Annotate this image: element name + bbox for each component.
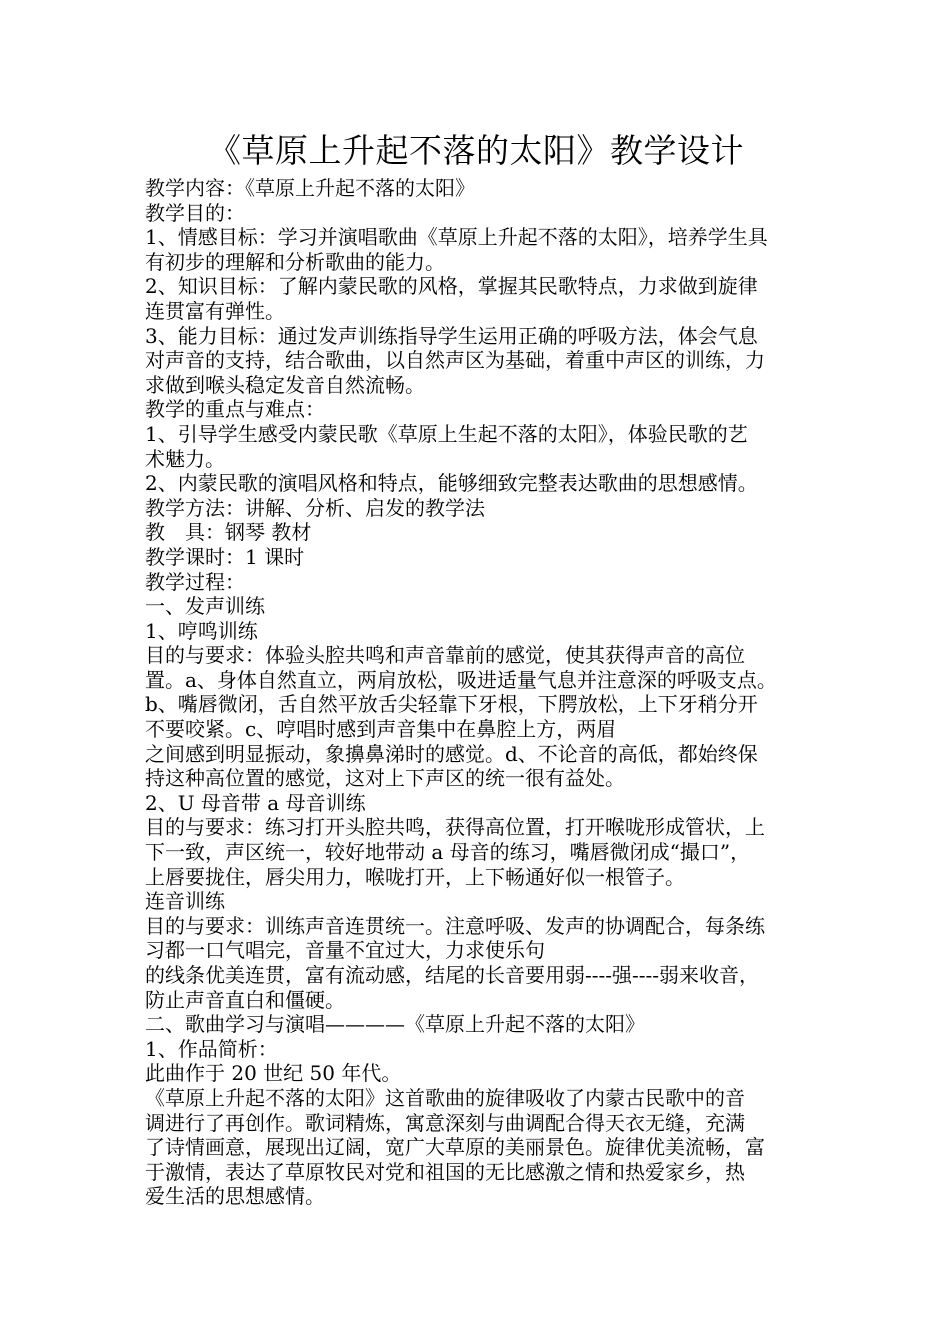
text-line: 1、哼鸣训练 — [145, 618, 258, 643]
text-line: 有初步的理解和分析歌曲的能力。 — [145, 249, 445, 274]
text-line: 2、知识目标：了解内蒙民歌的风格，掌握其民歌特点，力求做到旋律 — [145, 274, 758, 299]
text-line: 教学内容：《草原上升起不落的太阳》 — [145, 176, 475, 200]
text-line: 下一致，声区统一，较好地带动 a 母音的练习，嘴唇微闭成“撮口”， — [145, 840, 751, 865]
text-line: 二、歌曲学习与演唱————《草原上升起不落的太阳》 — [145, 1012, 645, 1037]
text-line: 置。a、身体自然直立，两肩放松，吸进适量气息并注意深的呼吸支点。 — [145, 667, 777, 692]
text-line: 3、能力目标：通过发声训练指导学生运用正确的呼吸方法，体会气息 — [145, 323, 758, 348]
text-line: 连音训练 — [145, 889, 225, 914]
text-line: 1、引导学生感受内蒙民歌《草原上生起不落的太阳》，体验民歌的艺 — [145, 421, 748, 446]
text-line: 教 具：钢琴 教材 — [145, 520, 312, 545]
text-line: 此曲作于 20 世纪 50 年代。 — [145, 1061, 402, 1086]
text-line: 于激情，表达了草原牧民对党和祖国的无比感激之情和热爱家乡，热 — [145, 1159, 745, 1184]
text-line: 求做到喉头稳定发音自然流畅。 — [145, 372, 425, 397]
text-line: 2、U 母音带 a 母音训练 — [145, 790, 366, 815]
text-line: 1、作品简析： — [145, 1036, 278, 1061]
text-line: 2、内蒙民歌的演唱风格和特点，能够细致完整表达歌曲的思想感情。 — [145, 471, 758, 496]
text-line: 术魅力。 — [145, 446, 225, 471]
text-line: 对声音的支持，结合歌曲，以自然声区为基础，着重中声区的训练，力 — [145, 348, 765, 373]
text-line: 持这种高位置的感觉，这对上下声区的统一很有益处。 — [145, 766, 625, 791]
text-line: 连贯富有弹性。 — [145, 298, 285, 323]
text-line: 习都一口气唱完，音量不宜过大，力求使乐句 — [145, 938, 545, 963]
document-title: 《草原上升起不落的太阳》教学设计 — [208, 131, 744, 170]
text-line: 1、情感目标：学习并演唱歌曲《草原上升起不落的太阳》，培养学生具 — [145, 225, 768, 250]
text-line: 教学的重点与难点： — [145, 397, 325, 422]
text-line: 之间感到明显振动，象擤鼻涕时的感觉。d、不论音的高低，都始终保 — [145, 741, 758, 766]
text-line: 防止声音直白和僵硬。 — [145, 987, 345, 1012]
text-line: 目的与要求：体验头腔共鸣和声音靠前的感觉，使其获得声音的高位 — [145, 643, 745, 668]
text-line: 教学目的： — [145, 200, 245, 225]
text-line: 爱生活的思想感情。 — [145, 1184, 325, 1209]
document-page — [145, 128, 807, 1209]
text-line: 教学过程： — [145, 569, 245, 594]
text-line: 上唇要拢住，唇尖用力，喉咙打开，上下畅通好似一根管子。 — [145, 864, 685, 889]
text-line: 目的与要求：练习打开头腔共鸣，获得高位置，打开喉咙形成管状，上 — [145, 815, 765, 840]
text-line: 的线条优美连贯，富有流动感，结尾的长音要用弱----强----弱来收音， — [145, 963, 760, 987]
text-line: 调进行了再创作。歌词精炼，寓意深刻与曲调配合得天衣无缝，充满 — [145, 1110, 745, 1135]
text-line: b、嘴唇微闭，舌自然平放舌尖轻靠下牙根，下腭放松，上下牙稍分开 — [145, 692, 758, 717]
text-line: 教学课时：1 课时 — [145, 544, 305, 569]
document-body — [145, 176, 807, 1209]
text-line: 教学方法：讲解、分析、启发的教学法 — [145, 495, 485, 520]
text-line: 目的与要求：训练声音连贯统一。注意呼吸、发声的协调配合，每条练 — [145, 913, 765, 938]
text-line: 《草原上升起不落的太阳》这首歌曲的旋律吸收了内蒙古民歌中的音 — [145, 1085, 745, 1110]
text-line: 了诗情画意，展现出辽阔，宽广大草原的美丽景色。旋律优美流畅，富 — [145, 1135, 765, 1160]
text-line: 一、发声训练 — [145, 594, 265, 619]
text-line: 不要咬紧。c、哼唱时感到声音集中在鼻腔上方，两眉 — [145, 717, 617, 742]
